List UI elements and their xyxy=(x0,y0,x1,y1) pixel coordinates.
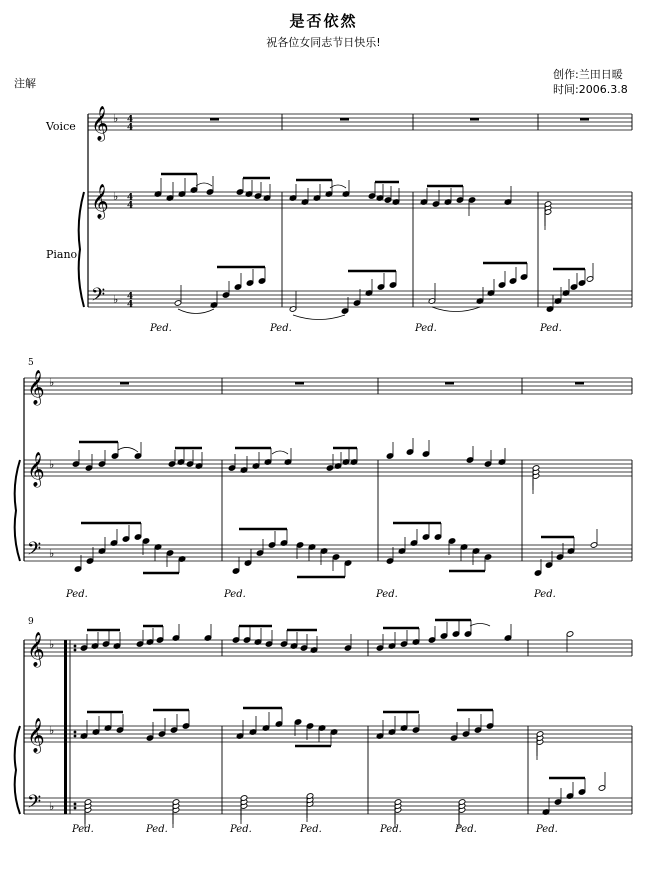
pedal-marking: Ped. xyxy=(380,824,402,835)
slur xyxy=(272,451,288,454)
whole-rest xyxy=(340,118,349,121)
repeat-dot xyxy=(74,649,77,652)
flat-symbol: ♭ xyxy=(113,293,119,306)
pedal-marking: Ped. xyxy=(376,589,398,600)
pedal-marking: Ped. xyxy=(300,824,322,835)
flat-symbol: ♭ xyxy=(113,112,119,125)
annotation-label: 注解 xyxy=(14,77,36,90)
repeat-dot xyxy=(74,735,77,738)
piano-brace xyxy=(79,192,84,307)
time-sig-top: 4 xyxy=(127,115,134,125)
tie xyxy=(178,309,214,314)
treble-clef-symbol: 𝄞 xyxy=(91,106,109,141)
pedal-marking: Ped. xyxy=(66,589,88,600)
repeat-dot xyxy=(74,731,77,734)
composer-credit: 创作:兰田日暖 xyxy=(553,68,623,81)
treble-clef-symbol: 𝄞 xyxy=(91,184,109,219)
treble-clef-symbol: 𝄞 xyxy=(27,452,45,487)
pedal-marking: Ped. xyxy=(146,824,168,835)
bass-clef-symbol: 𝄢 xyxy=(27,539,42,564)
pedal-marking: Ped. xyxy=(536,824,558,835)
flat-symbol: ♭ xyxy=(49,724,55,737)
treble-clef-symbol: 𝄞 xyxy=(27,370,45,405)
pedal-marking: Ped. xyxy=(150,323,172,334)
piano-brace xyxy=(15,726,20,814)
slur xyxy=(118,447,138,452)
whole-rest xyxy=(210,118,219,121)
flat-symbol: ♭ xyxy=(49,547,55,560)
whole-rest xyxy=(295,382,304,385)
flat-symbol: ♭ xyxy=(113,190,119,203)
treble-clef-symbol: 𝄞 xyxy=(27,632,45,667)
slur xyxy=(470,624,490,627)
pedal-marking: Ped. xyxy=(224,589,246,600)
time-sig-top: 4 xyxy=(127,193,134,203)
flat-symbol: ♭ xyxy=(49,458,55,471)
pedal-marking: Ped. xyxy=(455,824,477,835)
whole-rest xyxy=(580,118,589,121)
slur xyxy=(196,183,212,186)
time-sig-bottom: 4 xyxy=(127,201,134,211)
tie xyxy=(293,315,345,320)
whole-rest xyxy=(470,118,479,121)
whole-rest xyxy=(445,382,454,385)
tie xyxy=(432,307,480,312)
date-credit: 时间:2006.3.8 xyxy=(553,83,628,96)
repeat-thick-bar xyxy=(64,640,67,814)
pedal-marking: Ped. xyxy=(540,323,562,334)
measure-number-9: 9 xyxy=(28,617,34,627)
time-sig-top: 4 xyxy=(127,292,134,302)
page-subtitle: 祝各位女同志节日快乐! xyxy=(266,36,381,49)
flat-symbol: ♭ xyxy=(49,376,55,389)
flat-symbol: ♭ xyxy=(49,800,55,813)
flat-symbol: ♭ xyxy=(49,638,55,651)
piano-instrument-label: Piano xyxy=(46,248,78,261)
time-sig-bottom: 4 xyxy=(127,123,134,133)
pedal-marking: Ped. xyxy=(230,824,252,835)
whole-rest xyxy=(575,382,584,385)
page-title: 是否依然 xyxy=(289,12,358,30)
whole-rest xyxy=(120,382,129,385)
measure-number-5: 5 xyxy=(28,358,34,368)
piano-brace xyxy=(15,460,20,561)
voice-instrument-label: Voice xyxy=(46,120,76,133)
bass-clef-symbol: 𝄢 xyxy=(27,792,42,817)
repeat-dot xyxy=(74,645,77,648)
bass-clef-symbol: 𝄢 xyxy=(91,285,106,310)
treble-clef-symbol: 𝄞 xyxy=(27,718,45,753)
pedal-marking: Ped. xyxy=(270,323,292,334)
pedal-marking: Ped. xyxy=(72,824,94,835)
time-sig-bottom: 4 xyxy=(127,300,134,310)
repeat-dot xyxy=(74,807,77,810)
pedal-marking: Ped. xyxy=(415,323,437,334)
repeat-dot xyxy=(74,803,77,806)
pedal-marking: Ped. xyxy=(534,589,556,600)
